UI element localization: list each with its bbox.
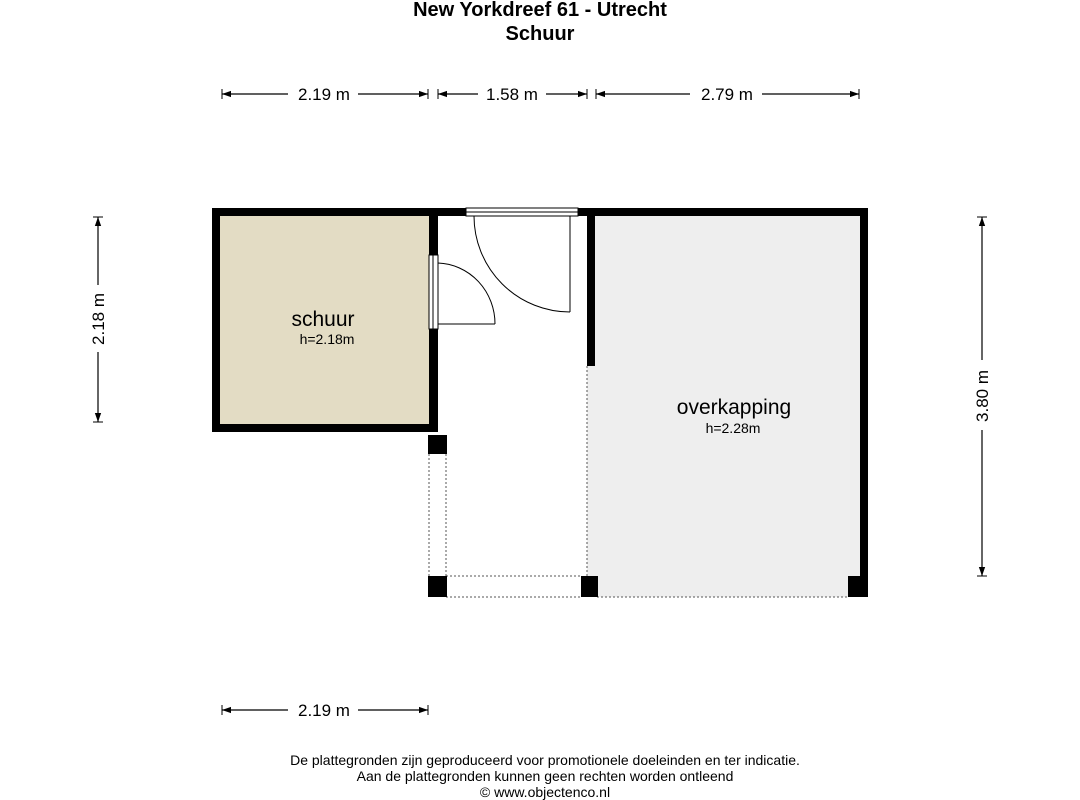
plan-title-address: New Yorkdreef 61 - Utrecht — [413, 0, 667, 21]
room-schuur-name: schuur — [291, 308, 355, 331]
wall-overkapping-top — [578, 208, 868, 216]
door-schuur — [429, 255, 495, 329]
disclaimer-line-2: Aan de plattegronden kunnen geen rechten worden ontleend — [356, 768, 734, 784]
column — [428, 435, 447, 454]
copyright-line: © www.objectenco.nl — [479, 784, 611, 800]
wall-schuur-left — [212, 208, 220, 432]
dim-top-right: 2.79 m — [701, 85, 753, 104]
room-overkapping-height: h=2.28m — [705, 420, 761, 436]
dim-right: 3.80 m — [973, 370, 992, 422]
dim-top-left: 2.19 m — [298, 85, 350, 104]
wall-overkapping-right — [860, 208, 868, 597]
wall-top-stub — [438, 208, 466, 216]
disclaimer-line-1: De plattegronden zijn geproduceerd voor promotionele doeleinden en ter indicatie. — [290, 752, 800, 768]
wall-schuur-right-upper — [429, 208, 438, 255]
dim-left: 2.18 m — [89, 293, 108, 345]
plan-title-floor: Schuur — [505, 23, 575, 45]
room-schuur-height: h=2.18m — [299, 331, 355, 347]
dim-bottom: 2.19 m — [298, 701, 350, 720]
dim-top-middle: 1.58 m — [486, 85, 538, 104]
door-schuur-swing — [438, 263, 495, 324]
column — [848, 576, 868, 597]
wall-schuur-top — [212, 208, 438, 216]
room-overkapping-name: overkapping — [676, 396, 792, 419]
wall-schuur-bottom — [212, 424, 438, 432]
column — [428, 576, 447, 597]
door-top-swing — [474, 216, 570, 312]
wall-schuur-right-lower — [429, 329, 438, 432]
column — [581, 576, 598, 597]
wall-divider — [587, 208, 595, 366]
door-top — [466, 208, 578, 312]
